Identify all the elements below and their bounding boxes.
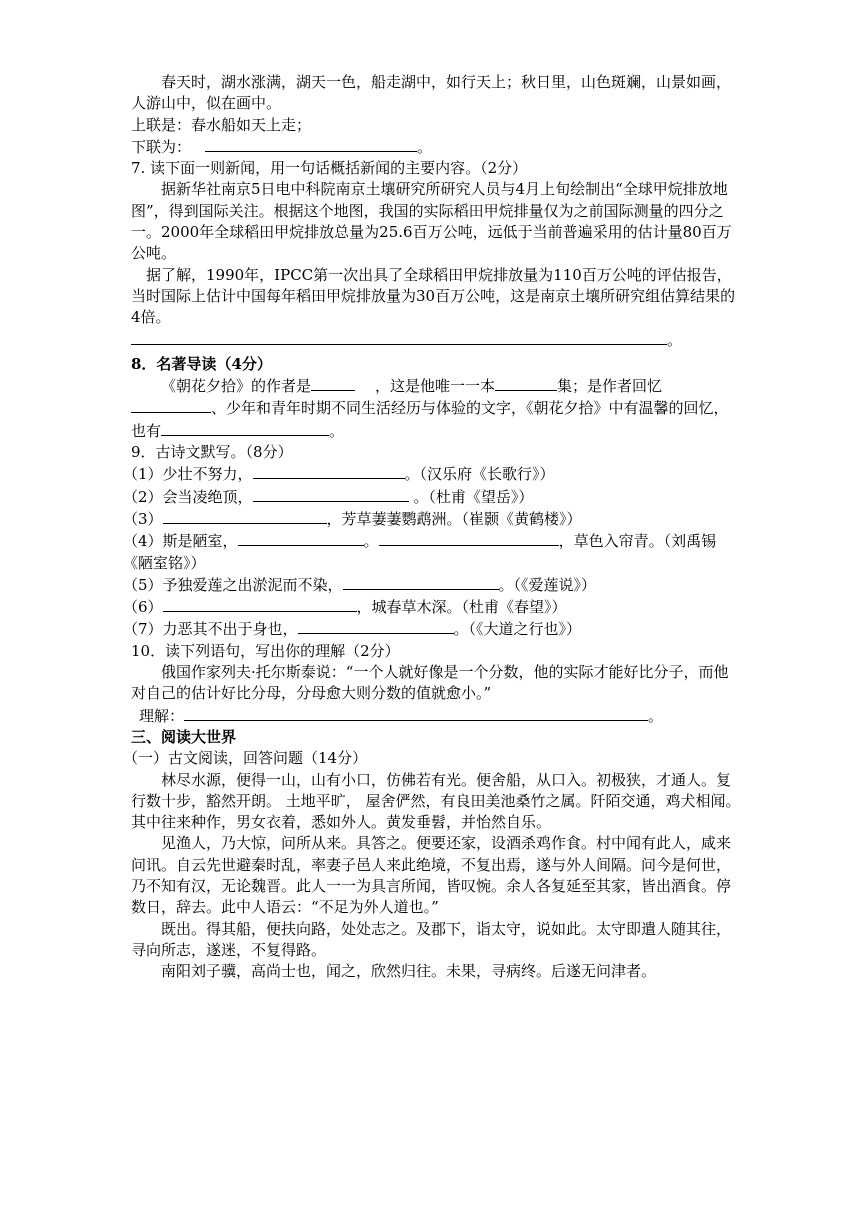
q9-line-1: （1）少壮不努力， 。（汉乐府《长歌行》） — [123, 465, 555, 484]
q9-title: 9．古诗文默写。（8分） — [131, 443, 293, 462]
q9-line-5: （5）予独爱莲之出淤泥而不染， 。（《爱莲说》） — [123, 575, 597, 594]
answer-blank[interactable] — [163, 508, 327, 524]
answer-blank[interactable] — [495, 375, 557, 391]
answer-blank[interactable] — [360, 705, 412, 721]
q7-answer-line: 。 — [131, 329, 741, 351]
q9-line-2: （2）会当凌绝顶， 。（杜甫《望岳》） — [123, 487, 534, 506]
q10-answer-line: 理解： 。 — [139, 706, 664, 725]
q10-quote: 俄国作家列夫·托尔斯泰说：“一个人就好像是一个分数，他的实际才能好比分子，而他对自己的估计好比分母，分母愈大则分数的值就愈小。” — [131, 663, 729, 703]
q9-line-6: （6） ，城春草木深。（杜甫《春望》） — [123, 598, 567, 617]
answer-blank[interactable] — [253, 486, 409, 502]
answer-blank[interactable] — [238, 530, 364, 546]
answer-blank[interactable] — [205, 136, 263, 152]
couplet-lower-label: 下联为： — [131, 137, 192, 156]
couplet-intro: 春天时，湖水涨满，湖天一色，船走湖中，如行天上；秋日里，山色斑斓，山景如画，人游山中，似在画中。 — [131, 73, 732, 113]
couplet-lower: 下联为： 。 — [131, 137, 433, 156]
section3-subtitle: （一）古文阅读，回答问题（14分） — [123, 749, 368, 768]
passage-p4: 南阳刘子骥，高尚士也，闻之，欣然归往。未果，寻病终。后遂无问津者。 — [161, 962, 657, 981]
q8-title: 8．名著导读（4分） — [131, 354, 272, 373]
q9-line-7: （7）力恶其不出于身也， 。（《大道之行也》） — [123, 620, 582, 639]
answer-blank[interactable] — [184, 705, 360, 721]
answer-blank[interactable] — [163, 596, 357, 612]
q7-news-p1: 据新华社南京5日电中科院南京土壤研究所研究人员与4月上旬绘制出“全球甲烷排放地图”，得到国际关注。根据这个地图，我国的实际稻田甲烷排量仅为之前国际测量的四分之一。2000年全球稻田甲烷排放总量为25.6百万公吨，远低于当前普遍采用的估计量80百万公吨。 — [131, 180, 732, 263]
answer-blank[interactable] — [263, 136, 341, 152]
couplet-upper: 上联是：春水船如天上走； — [131, 115, 312, 134]
q7-news-p2: 据了解，1990年，IPCC第一次出具了全球稻田甲烷排放量为110百万公吨的评估报告，当时国际上估计中国每年稻田甲烷排放量为30百万公吨，这是南京土壤所研究组估算结果的4倍。 — [131, 265, 736, 327]
answer-blank[interactable] — [253, 463, 405, 479]
q7-title: 7. 读下面一则新闻，用一句话概括新闻的主要内容。（2分） — [131, 159, 528, 178]
section3-title: 三、阅读大世界 — [131, 727, 237, 746]
answer-blank[interactable] — [298, 618, 454, 634]
answer-blank[interactable] — [311, 375, 355, 391]
answer-blank[interactable] — [341, 136, 417, 152]
q9-line-4: （4）斯是陋室， 。 ，草色入帘青。（刘禹锡《陋室铭》） — [123, 532, 717, 572]
passage-p1: 林尽水源，便得一山，山有小口，仿佛若有光。便舍船，从口入。初极狭，才通人。复行数十步，豁然开朗。 土地平旷， 屋舍俨然，有良田美池桑竹之属。阡陌交通，鸡犬相闻。其中往来种作，男女衣着，悉如外人。黄发垂髫，并怡然自乐。 — [131, 770, 741, 832]
answer-blank[interactable] — [131, 397, 211, 413]
q10-title: 10．读下列语句，写出你的理解（2分） — [131, 641, 400, 660]
answer-blank[interactable] — [379, 530, 559, 546]
passage-p2: 见渔人，乃大惊，问所从来。具答之。便要还家，设酒杀鸡作食。村中闻有此人，咸来问讯。自云先世避秦时乱，率妻子邑人来此绝境，不复出焉，遂与外人间隔。问今是何世，乃不知有汉，无论魏晋。此人一一为具言所闻，皆叹惋。余人各复延至其家，皆出酒食。停数日，辞去。此中人语云：“不足为外人道也。” — [131, 834, 732, 917]
answer-blank[interactable] — [343, 574, 499, 590]
answer-blank[interactable] — [131, 329, 667, 345]
q8-body: 《朝花夕拾》的作者是 ，这是他唯一一本 集；是作者回忆、少年和青年时期不同生活经历与体验的文字，《朝花夕拾》中有温馨的回忆，也有 。 — [131, 377, 729, 440]
answer-blank[interactable] — [161, 420, 329, 436]
passage-p3: 既出。得其船，便扶向路，处处志之。及郡下，诣太守，说如此。太守即遣人随其往，寻向所志，遂迷，不复得路。 — [131, 919, 732, 959]
answer-blank[interactable] — [412, 705, 648, 721]
q9-line-3: （3） ，芳草萋萋鹦鹉洲。（崔颢《黄鹤楼》） — [123, 509, 582, 528]
document-page — [123, 72, 741, 982]
